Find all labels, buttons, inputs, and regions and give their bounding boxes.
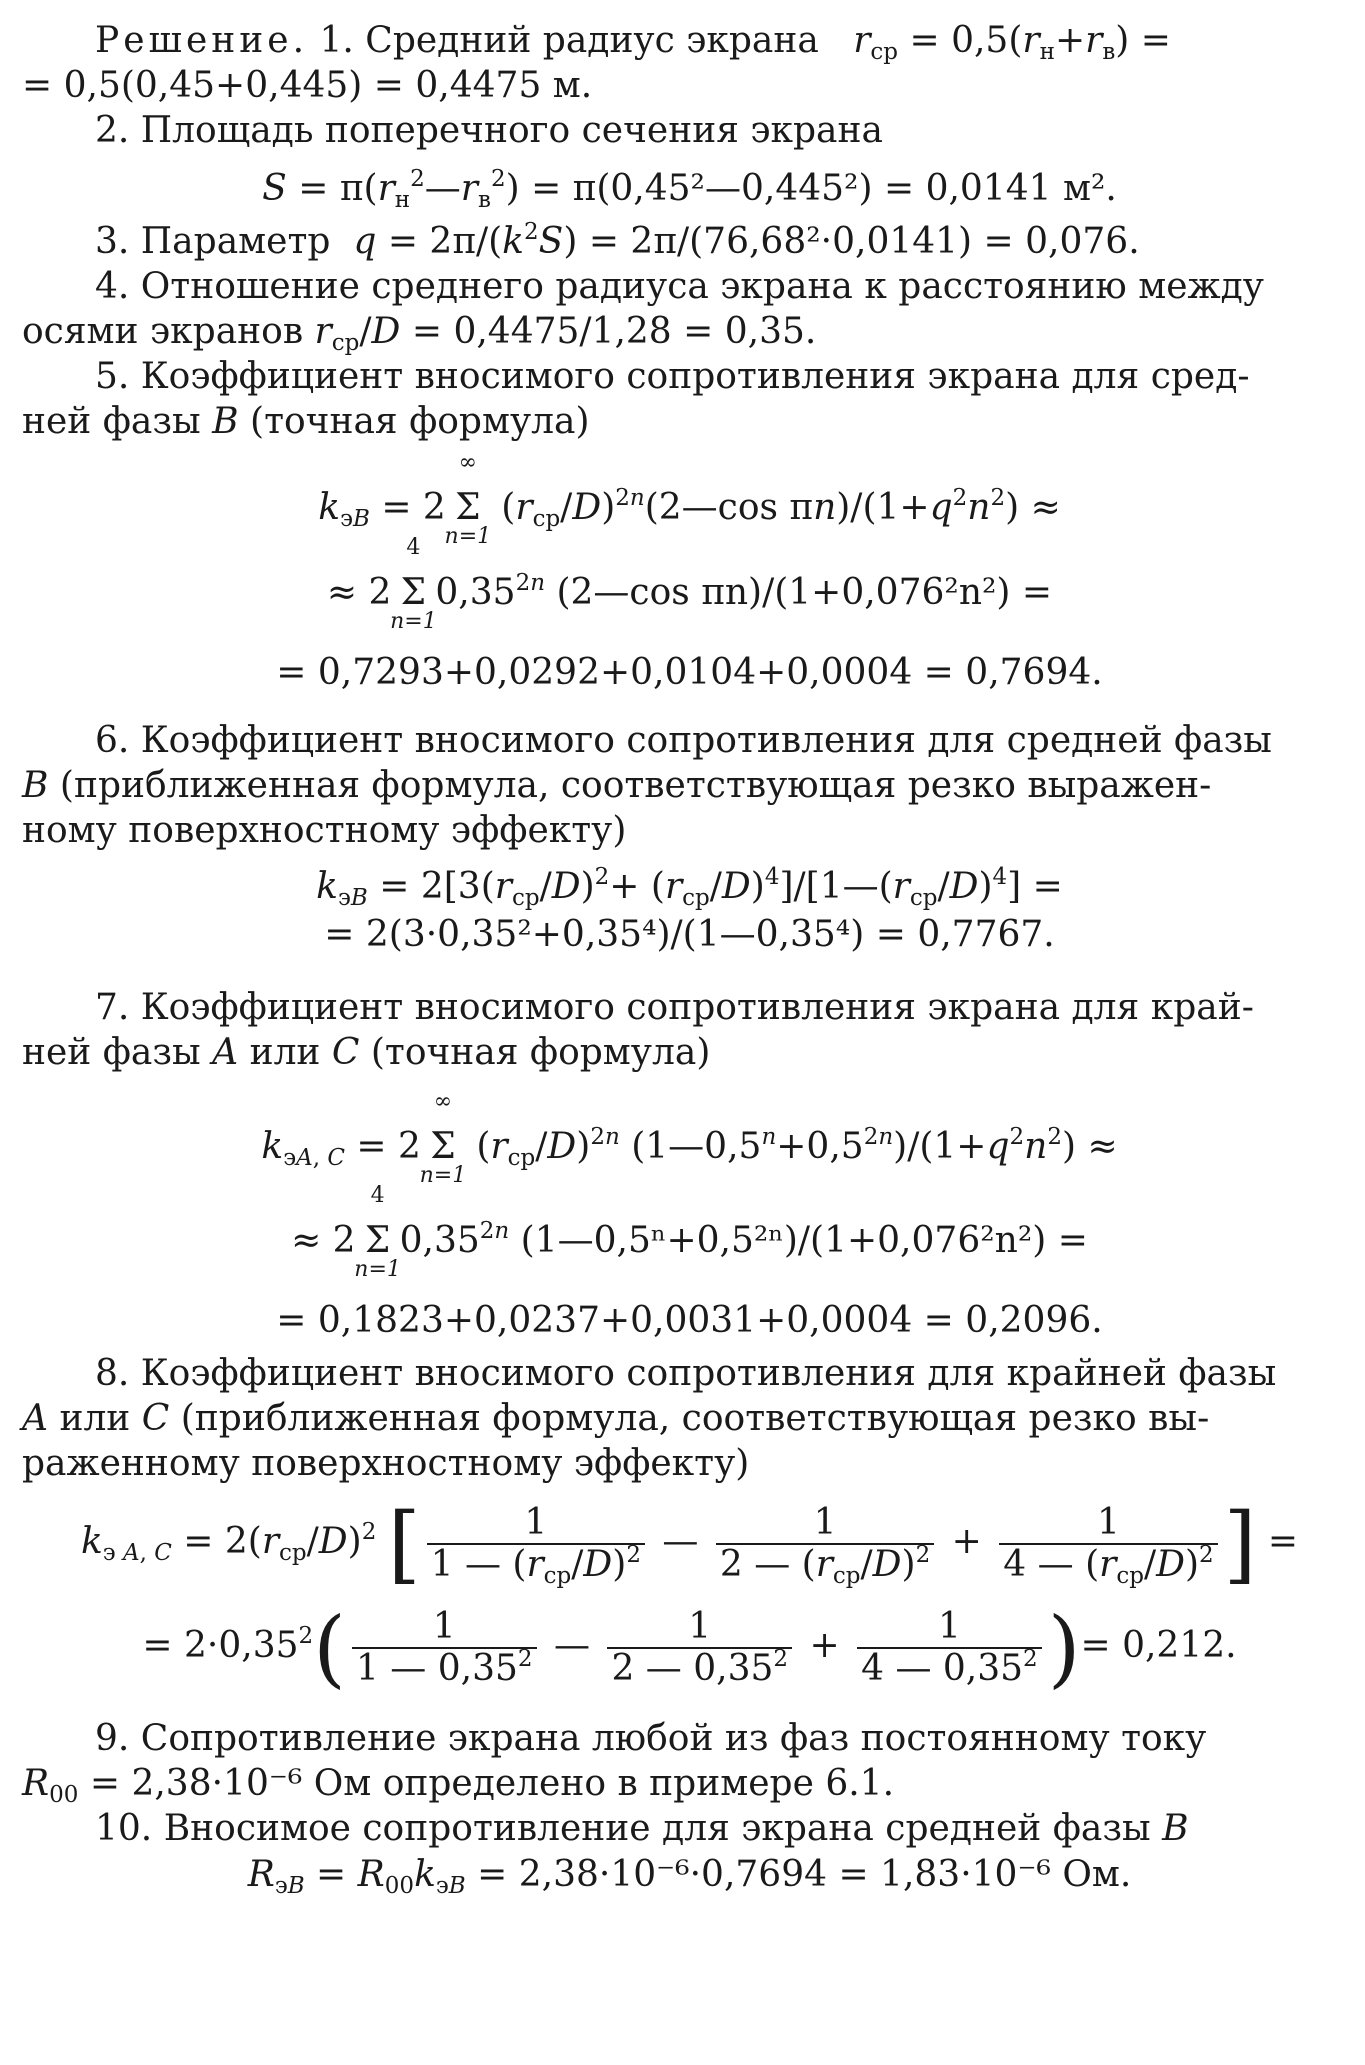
- paragraph-6: 6. Коэффициент вносимого сопротивления для средней фазы: [95, 720, 1272, 761]
- paragraph-1: Решение. 1. Средний радиус экрана $r_{ср} = 0,5(r_н+r_в)$ = = 0,5(0,45+0,445) = 0,4475 м.: [22, 20, 1171, 106]
- paragraph-8: 8. Коэффициент вносимого сопротивления для крайней фазы: [95, 1353, 1277, 1394]
- paragraph-5: 5. Коэффициент вносимого сопротивления экрана для сред-: [95, 356, 1250, 397]
- equation-result-kb-approx: = 2(3·0,35²+0,35⁴)/(1—0,35⁴) = 0,7767.: [324, 914, 1055, 955]
- equation-result-rb: $R_{эB} = R_{00}k_{эB} = 2,38\cdot 10^{-6}\cdot 0,7694 = 1,83\cdot 10^{-6}$ Ом.: [247, 1854, 1132, 1899]
- equation-block-7: $k_{эA, C} = 2$ ∞ Σ n=1 $(r_{ср}/D)^{2n}$ $(1—0,5^n+0,5^{2n})/(1+q^2n^2)$ ≈ ≈ 2 4 Σ n=1 $0,35^{2n}$ (1—0,5ⁿ+0,5²ⁿ)/(1+0,076²n²) = = 0,1823+0,0237+0,0031+0,0004 = 0,2096.: [22, 1075, 1357, 1351]
- paragraph-6-cont: B (приближенная формула, соответствующая резко выражен-: [22, 765, 1212, 806]
- equation-result-kac-exact: = 0,1823+0,0237+0,0031+0,0004 = 0,2096.: [276, 1300, 1103, 1341]
- equation-result-kac-approx: 0,212.: [1122, 1625, 1237, 1666]
- paragraph-6-cont2: ному поверхностному эффекту): [22, 810, 627, 851]
- equation-ratio: = 0,4475/1,28 = 0,35.: [411, 311, 817, 352]
- paragraph-7: 7. Коэффициент вносимого сопротивления экрана для край-: [95, 987, 1254, 1028]
- paragraph-10: 10. Вносимое сопротивление для экрана средней фазы B: [95, 1808, 1189, 1849]
- equation-result-kb-exact: = 0,7293+0,0292+0,0104+0,0004 = 0,7694.: [276, 652, 1103, 693]
- paragraph-8-cont2: раженному поверхностному эффекту): [22, 1443, 750, 1484]
- equation-block-5: $k_{эB} = 2$ ∞ Σ n=1 $(r_{ср}/D)^{2n}(2—\cos$ $\pi n)/(1+q^2n^2)$ ≈ ≈ 2 4 Σ n=1 $0,35^{2n}$ (2—cos πn)/(1+0,076²n²) = = 0,7293+0,0292+0,0104+0,0004 = 0,7694.: [22, 444, 1357, 714]
- document-page: [22, 18, 1357, 1899]
- paragraph-8-cont: A или C (приближенная формула, соответствующая резко вы-: [22, 1398, 1210, 1439]
- paragraph-2: 2. Площадь поперечного сечения экрана: [95, 110, 883, 151]
- equation-area: $S = \pi(r_н^2—r_в^2)$ = π(0,45²—0,445²) = 0,0141 м².: [262, 166, 1117, 213]
- equation-block-6: $k_{эB} = 2[3(r_{ср}/D)^2+$ $(r_{ср}/D)^4]/[1—(r_{ср}/D)^4]$ = = 2(3·0,35²+0,35⁴)/(1—0,35⁴) = 0,7767.: [22, 853, 1357, 969]
- paragraph-5-cont: ней фазы B (точная формула): [22, 401, 590, 442]
- equation-mean-radius: = 0,5(0,45+0,445) = 0,4475 м.: [22, 65, 593, 106]
- paragraph-9-cont: $R_{00} = 2,38\cdot 10^{-6}$ Ом определено в примере 6.1.: [22, 1763, 895, 1808]
- paragraph-7-cont: ней фазы A или C (точная формула): [22, 1032, 711, 1073]
- paragraph-3: 3. Параметр $q = 2\pi/(k^2S) = 2\pi/(76,68^2\cdot 0,0141) = 0,076$.: [95, 219, 1140, 262]
- paragraph-9: 9. Сопротивление экрана любой из фаз постоянному току: [95, 1718, 1207, 1759]
- equation-block-8: $k_{э A, C} = 2(r_{ср}/D)^2$ [ $\frac{1}{1 — (r_{ср}/D)^2}$ — $\frac{1}{2 — (r_{ср}/D)^2}$ + $\frac{1}{4 — (r_{ср}/D)^2}$ ] = = $2\cdot 0,35^2$( $\frac{1}{1 — 0,35^2}$ — $\frac{1}{2 — 0,35^2}$ + $\frac{1}{4 — 0,35^2}$ )= 0,212.: [80, 1495, 1299, 1697]
- paragraph-4: 4. Отношение среднего радиуса экрана к расстоянию между: [95, 266, 1264, 307]
- paragraph-4-cont: осями экранов $r_{ср}/D = 0,4475/1,28 = 0,35$.: [22, 311, 817, 356]
- solution-heading: Решение.: [95, 20, 309, 61]
- equation-param-q: = 2π/(76,68²·0,0141) = 0,076.: [588, 221, 1140, 262]
